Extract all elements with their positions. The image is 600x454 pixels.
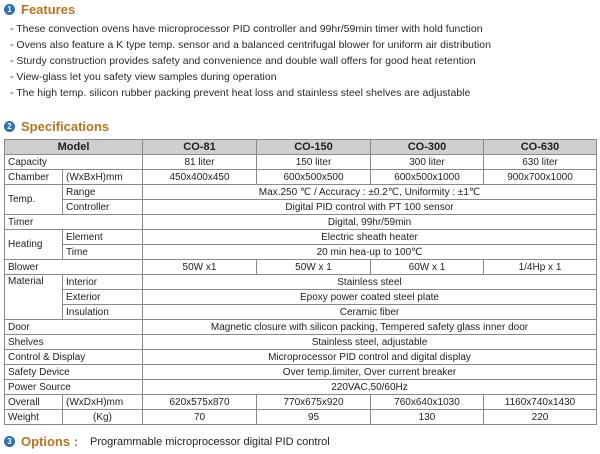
table-row xyxy=(5,185,597,200)
cell-value: 50W x1 xyxy=(143,260,257,275)
cell-value: 95 xyxy=(257,410,371,425)
cell-value: 220 xyxy=(484,410,597,425)
cell-value: 1160x740x1430 xyxy=(484,395,597,410)
model-co630: CO-630 xyxy=(484,140,597,155)
table-row xyxy=(5,365,597,380)
cell-value: 620x575x870 xyxy=(143,395,257,410)
row-label: Door xyxy=(5,320,143,335)
feature-item: - View-glass let you safety view samples during operation xyxy=(10,69,595,85)
table-row xyxy=(5,380,597,395)
model-co300: CO-300 xyxy=(371,140,484,155)
row-label: Blower xyxy=(5,260,143,275)
row-label: Chamber xyxy=(5,170,63,185)
cell-value: 1/4Hp x 1 xyxy=(484,260,597,275)
specifications-table xyxy=(4,139,597,425)
row-sublabel: Range xyxy=(63,185,143,200)
row-label: Timer xyxy=(5,215,143,230)
specifications-heading xyxy=(4,119,109,134)
table-header-row xyxy=(5,140,597,155)
model-header: Model xyxy=(5,140,143,155)
cell-value: Epoxy power coated steel plate xyxy=(143,290,597,305)
table-row xyxy=(5,260,597,275)
table-row xyxy=(5,275,597,290)
features-number-badge: 1 xyxy=(4,4,15,15)
cell-value: Microprocessor PID control and digital display xyxy=(143,350,597,365)
row-label: Control & Display xyxy=(5,350,143,365)
cell-value: 81 liter xyxy=(143,155,257,170)
table-row xyxy=(5,335,597,350)
table-row xyxy=(5,245,597,260)
row-label: Material xyxy=(5,275,63,320)
row-sublabel: Time xyxy=(63,245,143,260)
cell-value: 600x500x1000 xyxy=(371,170,484,185)
row-unit: (WxBxH)mm xyxy=(63,170,143,185)
cell-value: 770x675x920 xyxy=(257,395,371,410)
row-sublabel: Controller xyxy=(63,200,143,215)
cell-value: Digital PID control with PT 100 sensor xyxy=(143,200,597,215)
cell-value: Stainless steel xyxy=(143,275,597,290)
cell-value: Magnetic closure with silicon packing, Tempered safety glass inner door xyxy=(143,320,597,335)
cell-value: 20 min hea-up to 100℃ xyxy=(143,245,597,260)
table-row xyxy=(5,230,597,245)
cell-value: 150 liter xyxy=(257,155,371,170)
cell-value: Over temp.limiter, Over current breaker xyxy=(143,365,597,380)
cell-value: Digital, 99hr/59min xyxy=(143,215,597,230)
table-row xyxy=(5,290,597,305)
feature-item: - These convection ovens have microprocessor PID controller and 99hr/59min timer with hold function xyxy=(10,21,595,37)
row-label: Capacity xyxy=(5,155,143,170)
options-title: Options : xyxy=(21,434,79,449)
cell-value: Max.250 ℃ / Accuracy : ±0.2℃, Uniformity : ±1℃ xyxy=(143,185,597,200)
features-title: Features xyxy=(21,2,76,17)
cell-value: 760x640x1030 xyxy=(371,395,484,410)
table-row xyxy=(5,305,597,320)
cell-value: 70 xyxy=(143,410,257,425)
row-sublabel: Insulation xyxy=(63,305,143,320)
table-row xyxy=(5,320,597,335)
cell-value: Electric sheath heater xyxy=(143,230,597,245)
cell-value: 50W x 1 xyxy=(257,260,371,275)
table-row xyxy=(5,215,597,230)
table-row xyxy=(5,200,597,215)
row-sublabel: Interior xyxy=(63,275,143,290)
row-label: Temp. xyxy=(5,185,63,215)
specifications-title: Specifications xyxy=(21,119,110,134)
row-sublabel: Element xyxy=(63,230,143,245)
cell-value: 220VAC,50/60Hz xyxy=(143,380,597,395)
cell-value: Ceramic fiber xyxy=(143,305,597,320)
row-label: Shelves xyxy=(5,335,143,350)
cell-value: 450x400x450 xyxy=(143,170,257,185)
cell-value: 900x700x1000 xyxy=(484,170,597,185)
feature-item: - Sturdy construction provides safety and convenience and double wall offers for good heat retention xyxy=(10,53,595,69)
table-row xyxy=(5,170,597,185)
options-section xyxy=(4,434,330,449)
row-label: Heating xyxy=(5,230,63,260)
row-unit: (Kg) xyxy=(63,410,143,425)
row-unit: (WxDxH)mm xyxy=(63,395,143,410)
feature-item: - Ovens also feature a K type temp. sensor and a balanced centrifugal blower for uniform air distribution xyxy=(10,37,595,53)
table-row xyxy=(5,155,597,170)
table-row xyxy=(5,395,597,410)
table-row xyxy=(5,350,597,365)
table-row xyxy=(5,410,597,425)
row-label: Power Source xyxy=(5,380,143,395)
cell-value: 300 liter xyxy=(371,155,484,170)
cell-value: 630 liter xyxy=(484,155,597,170)
features-heading xyxy=(4,2,75,17)
feature-item: - The high temp. silicon rubber packing prevent heat loss and stainless steel shelves are adjustable xyxy=(10,85,595,101)
options-number-badge: 3 xyxy=(4,436,15,447)
cell-value: Stainless steel, adjustable xyxy=(143,335,597,350)
options-text: Programmable microprocessor digital PID control xyxy=(90,435,330,448)
row-label: Safety Device xyxy=(5,365,143,380)
specifications-number-badge: 2 xyxy=(4,121,15,132)
cell-value: 130 xyxy=(371,410,484,425)
model-co150: CO-150 xyxy=(257,140,371,155)
features-list xyxy=(10,21,595,101)
model-co81: CO-81 xyxy=(143,140,257,155)
cell-value: 60W x 1 xyxy=(371,260,484,275)
row-sublabel: Exterior xyxy=(63,290,143,305)
row-label: Overall xyxy=(5,395,63,410)
row-label: Weight xyxy=(5,410,63,425)
cell-value: 600x500x500 xyxy=(257,170,371,185)
